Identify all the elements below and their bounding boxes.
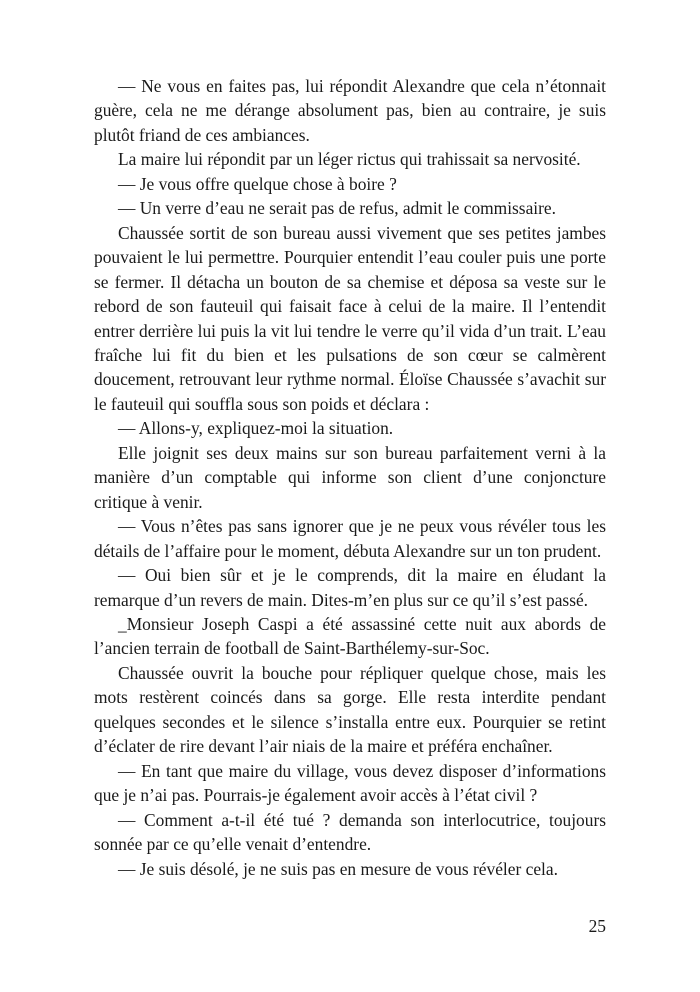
paragraph: Chaussée ouvrit la bouche pour répliquer quelque chose, mais les mots restèrent coincés dans sa gorge. Elle resta interdite pendant quelques secondes et le silence s’installa entre eux. Pourquier se retint d’éclater de rire devant l’air niais de la maire et préféra enchaîner. [94, 662, 606, 757]
paragraph: — Un verre d’eau ne serait pas de refus, admit le commissaire. [118, 198, 556, 219]
paragraph: La maire lui répondit par un léger rictus qui trahissait sa nervosité. [118, 149, 581, 170]
paragraph: Elle joignit ses deux mains sur son bureau parfaitement verni à la manière d’un comptable qui informe son client d’une conjoncture critique à venir. [94, 442, 606, 512]
paragraph: — Je suis désolé, je ne suis pas en mesure de vous révéler cela. [118, 858, 558, 879]
page-number: 25 [588, 916, 606, 936]
paragraph: — En tant que maire du village, vous devez disposer d’informations que je n’ai pas. Pourrais-je également avoir accès à l’état civil ? [94, 760, 606, 806]
paragraph: — Vous n’êtes pas sans ignorer que je ne peux vous révéler tous les détails de l’affaire pour le moment, débuta Alexandre sur un ton prudent. [94, 516, 606, 561]
page-body [94, 74, 606, 881]
paragraph: _Monsieur Joseph Caspi a été assassiné cette nuit aux abords de l’ancien terrain de football de Saint-Barthélemy-sur-Soc. [94, 613, 606, 659]
paragraph: Chaussée sortit de son bureau aussi vivement que ses petites jambes pouvaient le lui permettre. Pourquier entendit l’eau couler puis une porte se fermer. Il détacha un bouton de sa chemise et déposa sa veste sur le rebord de son fauteuil qui faisait face à celui de la maire. Il l’entendit entrer derrière lui puis la vit lui tendre le verre qu’il vida d’un trait. L’eau fraîche lui fit du bien et les pulsations de son cœur se calmèrent doucement, retrouvant leur rythme normal. Éloïse Chaussée s’avachit sur le fauteuil qui souffla sous son poids et déclara : [94, 222, 606, 414]
paragraph: — Ne vous en faites pas, lui répondit Alexandre que cela n’étonnait guère, cela ne me dérange absolument pas, bien au contraire, je suis plutôt friand de ces ambiances. [94, 76, 606, 145]
paragraph: — Comment a-t-il été tué ? demanda son interlocutrice, toujours sonnée par ce qu’elle venait d’entendre. [94, 809, 606, 855]
paragraph: — Allons-y, expliquez-moi la situation. [118, 418, 394, 439]
paragraph: — Je vous offre quelque chose à boire ? [118, 173, 397, 194]
paragraph: — Oui bien sûr et je le comprends, dit la maire en éludant la remarque d’un revers de main. Dites-m’en plus sur ce qu’il s’est passé. [94, 565, 606, 610]
